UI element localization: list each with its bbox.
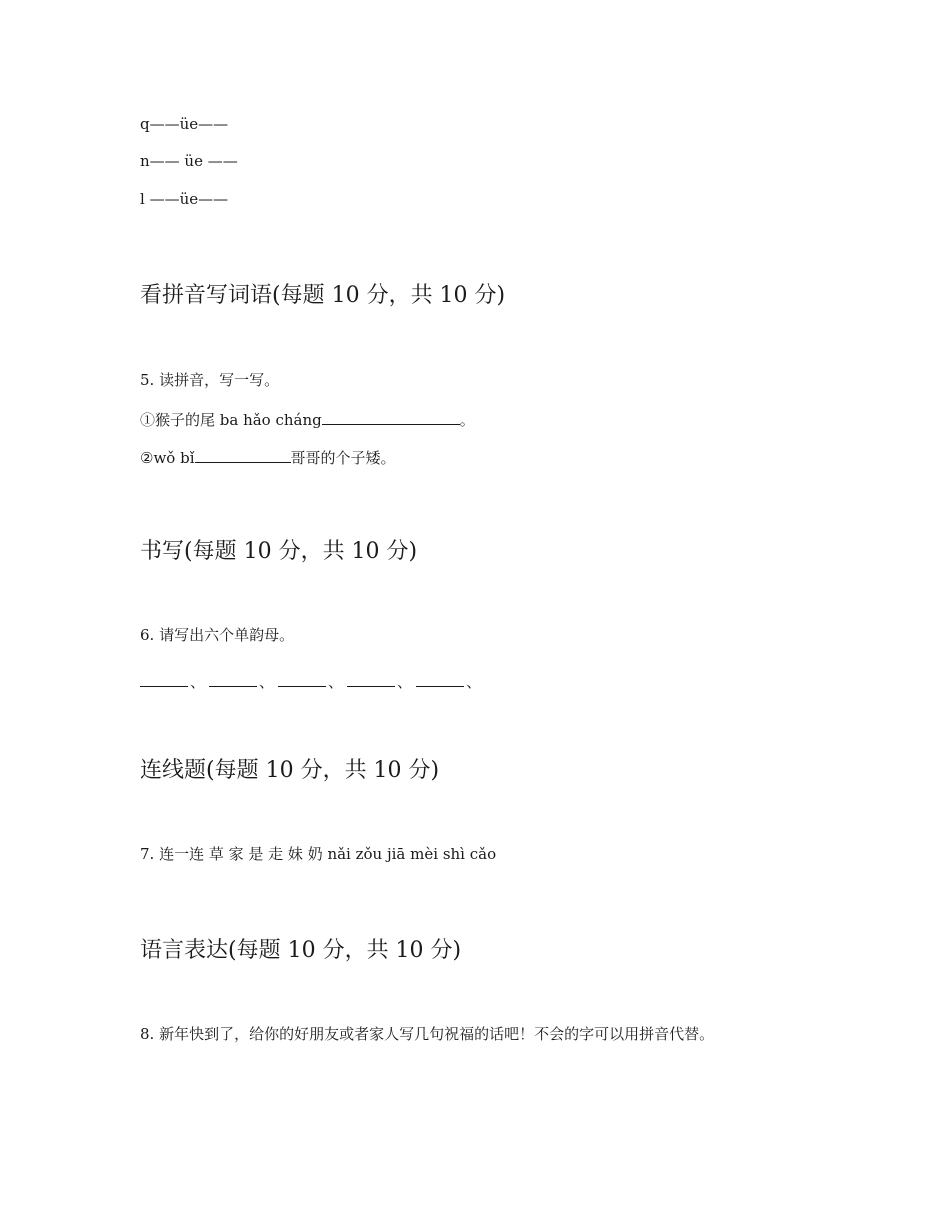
vowel-blank-1[interactable] <box>140 670 188 687</box>
separator: 、 <box>190 673 206 691</box>
pinyin-line-2: n—— üe —— <box>140 152 238 170</box>
answer-blank-1[interactable] <box>322 408 460 425</box>
answer-blank-2[interactable] <box>195 446 291 463</box>
question-5: 5. 读拼音，写一写。 <box>140 371 280 389</box>
vowel-blank-4[interactable] <box>347 670 395 687</box>
pinyin-line-3: l ——üe—— <box>140 190 229 208</box>
question-5-item-1 <box>140 408 475 430</box>
vowel-blank-2[interactable] <box>209 670 257 687</box>
section-heading-pinyin-words: 看拼音写词语(每题 10 分，共 10 分) <box>140 283 506 308</box>
section-heading-expression: 语言表达(每题 10 分，共 10 分) <box>140 938 462 963</box>
separator: 、 <box>397 673 413 691</box>
section-heading-writing: 书写(每题 10 分，共 10 分) <box>140 539 418 564</box>
question-5-item-2 <box>140 446 396 468</box>
item-1-text: ①猴子的尾 ba hǎo cháng <box>140 411 322 429</box>
item-2-text: ②wǒ bǐ <box>140 449 195 467</box>
question-6: 6. 请写出六个单韵母。 <box>140 626 295 644</box>
question-8: 8. 新年快到了，给你的好朋友或者家人写几句祝福的话吧！不会的字可以用拼音代替。 <box>140 1025 715 1043</box>
separator: 、 <box>328 673 344 691</box>
vowel-blank-5[interactable] <box>416 670 464 687</box>
vowel-blank-3[interactable] <box>278 670 326 687</box>
separator: 、 <box>466 673 482 691</box>
vowel-blanks <box>140 670 485 692</box>
question-7: 7. 连一连 草 家 是 走 妹 奶 nǎi zǒu jiā mèi shì cǎo <box>140 845 497 863</box>
separator: 、 <box>259 673 275 691</box>
section-heading-matching: 连线题(每题 10 分，共 10 分) <box>140 758 440 783</box>
pinyin-line-1: q——üe—— <box>140 115 229 133</box>
item-2-end: 哥哥的个子矮。 <box>290 449 396 467</box>
item-1-end: 。 <box>459 411 475 429</box>
